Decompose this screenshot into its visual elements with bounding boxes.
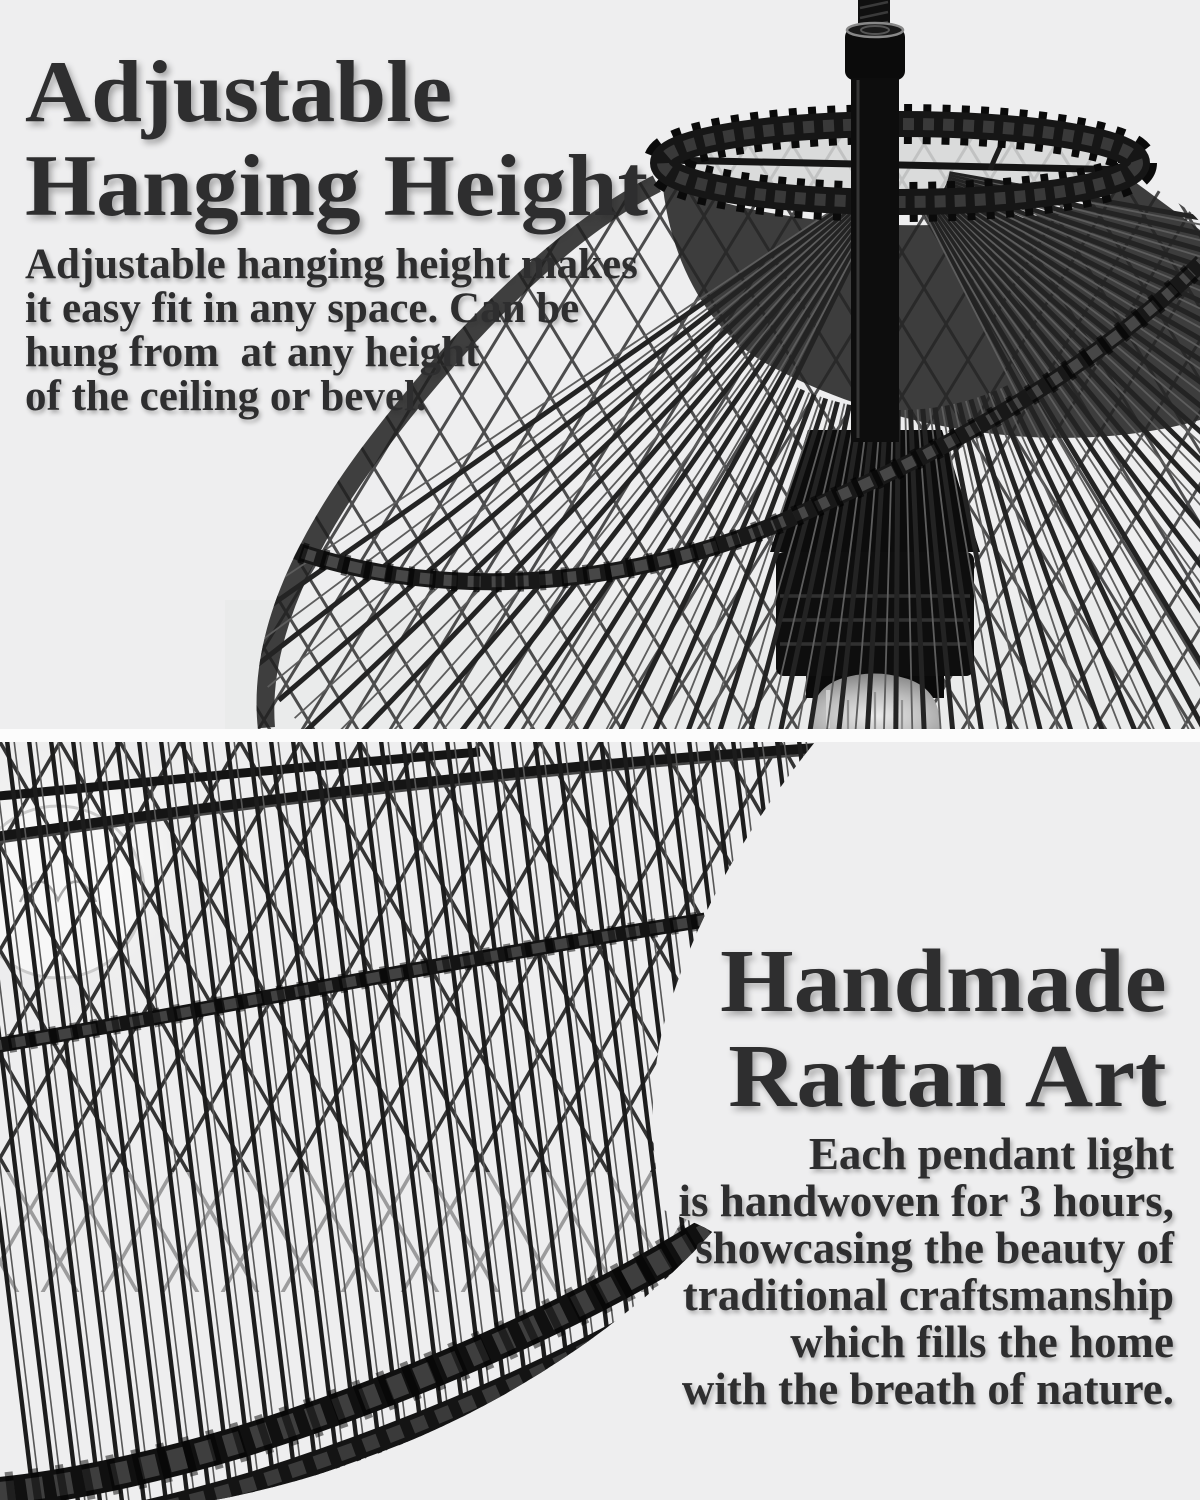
top-body-line-1: Adjustable hanging height makes: [25, 241, 638, 288]
bottom-body-line-6: with the breath of nature.: [681, 1364, 1174, 1414]
top-heading-line-2: Hanging Height: [25, 138, 648, 235]
bottom-body-text: [678, 1131, 1174, 1413]
bottom-body-line-2: is handwoven for 3 hours,: [678, 1176, 1174, 1226]
bottom-heading-line-2: Rattan Art: [728, 1027, 1167, 1126]
top-heading: [25, 44, 648, 235]
bottom-heading: [678, 934, 1167, 1124]
top-heading-line-1: Adjustable: [25, 44, 453, 141]
bottom-text-block: [678, 934, 1174, 1413]
pendant-stem: [845, 0, 905, 442]
bottom-body-line-3: showcasing the beauty of: [695, 1223, 1174, 1273]
bottom-body-line-4: traditional craftsmanship: [682, 1270, 1174, 1320]
bottom-body-line-1: Each pendant light: [808, 1129, 1174, 1179]
top-text-block: [25, 44, 648, 420]
top-body-line-3: hung from at any height: [25, 329, 480, 376]
bottom-heading-line-1: Handmade: [720, 932, 1167, 1031]
panel-divider: [0, 729, 1200, 742]
top-body-line-2: it easy fit in any space. Can be: [25, 285, 580, 332]
bottom-body-line-5: which fills the home: [790, 1317, 1174, 1367]
top-body-text: [25, 243, 638, 419]
top-body-line-4: of the ceiling or bevel.: [25, 373, 427, 420]
